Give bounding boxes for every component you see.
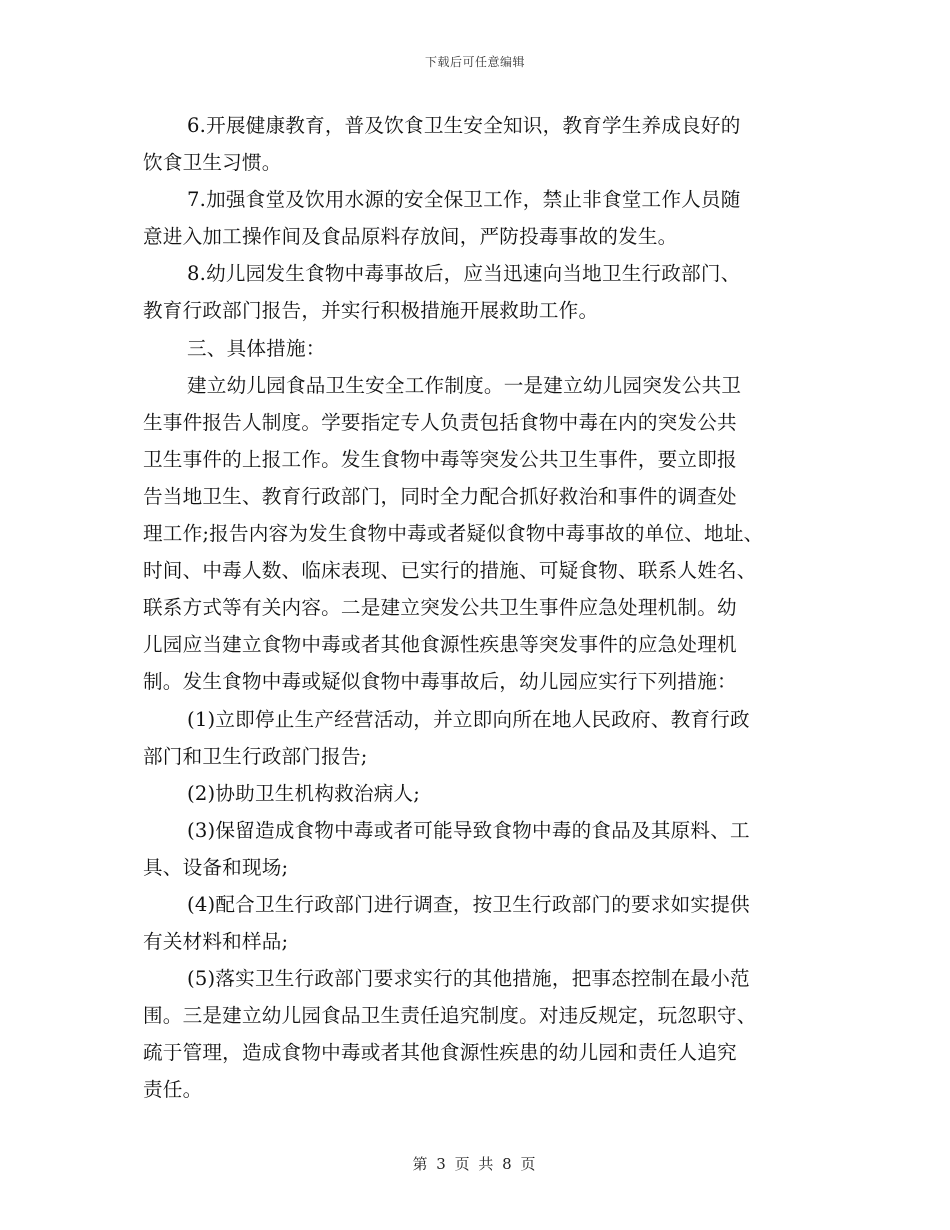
text-line: 饮食卫生习惯。 — [143, 151, 282, 175]
text-line: 告当地卫生、教育行政部门，同时全力配合抓好救治和事件的调查处 — [143, 484, 737, 508]
text-line: 6.开展健康教育，普及饮食卫生安全知识，教育学生养成良好的 — [187, 114, 741, 137]
text-line: 理工作;报告内容为发生食物中毒或者疑似食物中毒事故的单位、地址、 — [143, 522, 764, 546]
text-line: 围。三是建立幼儿园食品卫生责任追究制度。对违反规定，玩忽职守、 — [143, 1004, 757, 1028]
text-line: (3)保留造成食物中毒或者可能导致食物中毒的食品及其原料、工 — [187, 818, 750, 842]
text-line: (4)配合卫生行政部门进行调查，按卫生行政部门的要求如实提供 — [187, 892, 750, 916]
text-line: 生事件报告人制度。学要指定专人负责包括食物中毒在内的突发公共 — [143, 410, 737, 434]
text-line: 卫生事件的上报工作。发生食物中毒等突发公共卫生事件，要立即报 — [143, 447, 737, 471]
text-line: 儿园应当建立食物中毒或者其他食源性疾患等突发事件的应急处理机 — [143, 633, 737, 657]
text-line: (5)落实卫生行政部门要求实行的其他措施，把事态控制在最小范 — [187, 967, 750, 991]
text-line: 教育行政部门报告，并实行积极措施开展救助工作。 — [143, 299, 599, 323]
text-line: 疏于管理，造成食物中毒或者其他食源性疾患的幼儿园和责任人追究 — [143, 1041, 737, 1065]
text-line: 建立幼儿园食品卫生安全工作制度。一是建立幼儿园突发公共卫 — [187, 373, 742, 397]
text-line: 具、设备和现场; — [143, 855, 289, 879]
page-header: 下载后可任意编辑 — [424, 55, 525, 69]
text-line: 意进入加工操作间及食品原料存放间，严防投毒事故的发生。 — [143, 225, 678, 249]
text-line: 8.幼儿园发生食物中毒事故后，应当迅速向当地卫生行政部门、 — [187, 262, 741, 286]
text-line: 部门和卫生行政部门报告; — [143, 744, 368, 768]
text-line: 责任。 — [143, 1078, 203, 1102]
text-line: 时间、中毒人数、临床表现、已实行的措施、可疑食物、联系人姓名、 — [143, 559, 757, 583]
text-line: 联系方式等有关内容。二是建立突发公共卫生事件应急处理机制。幼 — [143, 596, 737, 620]
text-line: (2)协助卫生机构救治病人; — [187, 781, 421, 805]
text-line: 有关材料和样品; — [143, 930, 289, 954]
text-line: 7.加强食堂及饮用水源的安全保卫工作，禁止非食堂工作人员随 — [187, 188, 741, 212]
text-line: (1)立即停止生产经营活动，并立即向所在地人民政府、教育行政 — [187, 707, 750, 731]
page-number: 第 3 页 共 8 页 — [412, 1155, 538, 1173]
text-line: 制。发生食物中毒或疑似食物中毒事故后，幼儿园应实行下列措施： — [143, 670, 737, 694]
text-line: 三、具体措施： — [187, 336, 326, 360]
document-body — [143, 107, 816, 1109]
